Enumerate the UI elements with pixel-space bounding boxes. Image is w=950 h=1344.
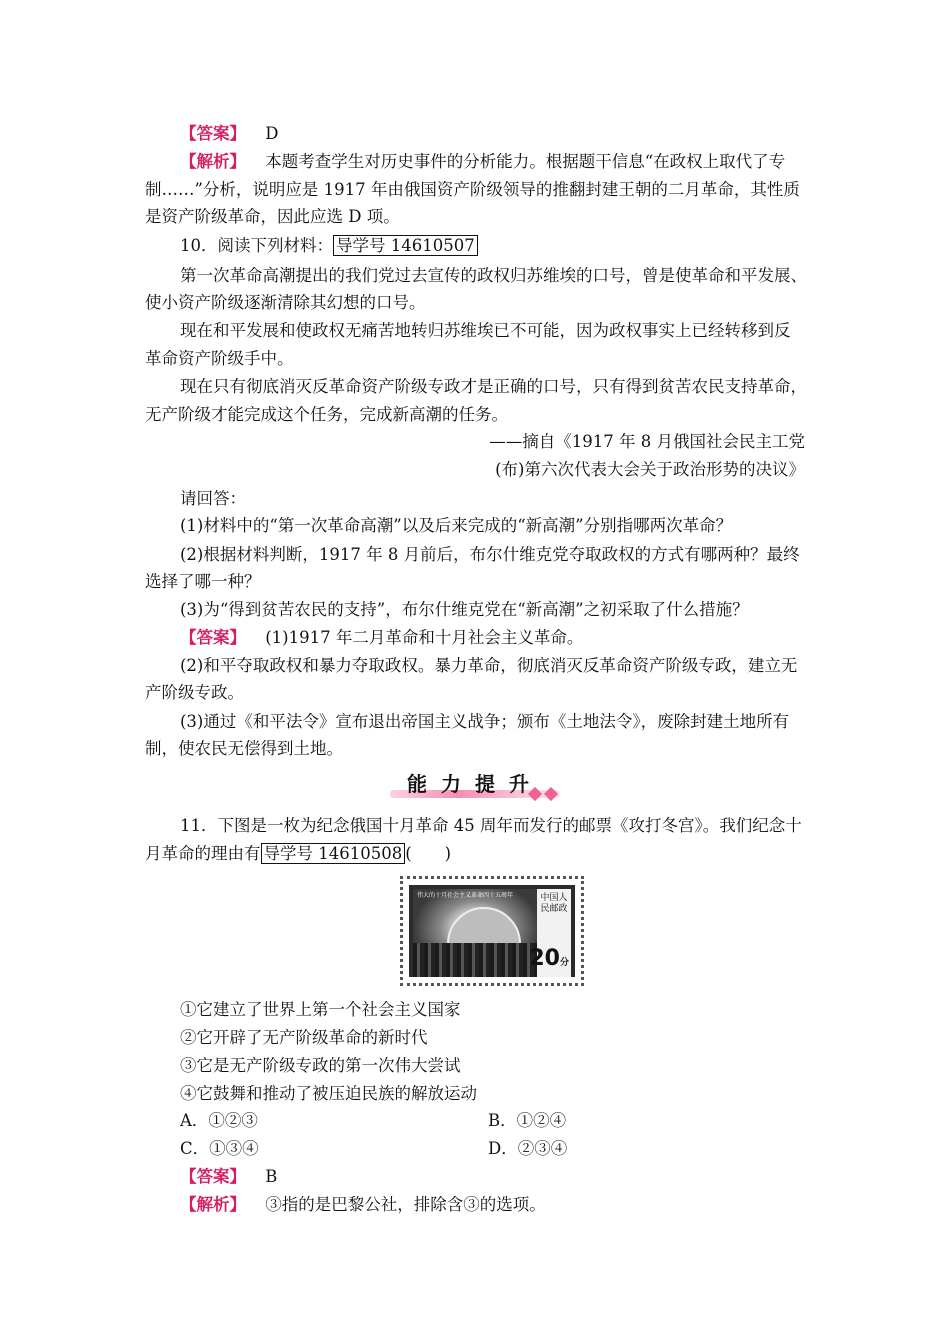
stem-prefix: 月革命的理由有: [145, 844, 261, 863]
crowd-illustration: [413, 943, 541, 977]
q10-answer-line-3: 产阶级专政。: [145, 683, 244, 702]
stamp-artwork: [413, 889, 541, 977]
q10-material-line-1: 第一次革命高潮提出的我们党过去宣传的政权归苏维埃的口号，曾是使革命和平发展、: [180, 266, 807, 285]
stamp-value-number: 20: [529, 946, 560, 971]
q10-material-line-3: 现在和平发展和使政权无痛苦地转归苏维埃已不可能，因为政权事实上已经转移到反: [180, 321, 791, 340]
analysis-tag: 【解析】: [180, 152, 246, 171]
q10-material-line-4: 革命资产阶级手中。: [145, 349, 294, 368]
q11-item-2: ②它开辟了无产阶级革命的新时代: [180, 1028, 428, 1047]
guide-code: 导学号 14610507: [333, 235, 478, 256]
answer-blank: ( ): [405, 844, 452, 863]
q10-answer-line-1: [180, 627, 583, 649]
option-d: D．②③④: [488, 1139, 568, 1158]
answer-tag: 【答案】: [180, 1167, 246, 1186]
q10-answer-line-4: (3)通过《和平法令》宣布退出帝国主义战争；颁布《土地法令》，废除封建土地所有: [180, 712, 790, 731]
q11-item-4: ④它鼓舞和推动了被压迫民族的解放运动: [180, 1084, 477, 1103]
q10-prompt: 请回答：: [180, 489, 246, 508]
stamp-banner-text: 伟大的十月社会主义革命四十五周年: [417, 892, 514, 899]
option-c: C．①③④: [180, 1139, 259, 1158]
answer-tag: 【答案】: [180, 124, 246, 143]
q10-question-2-cont: 选择了哪一种？: [145, 572, 261, 591]
q10-source-line-2: (布)第六次代表大会关于政治形势的决议》: [495, 460, 805, 479]
option-a: A．①②③: [180, 1111, 258, 1130]
q11-analysis-line: [180, 1194, 546, 1216]
q11-answer-line: [180, 1166, 277, 1188]
stamp-country-text: 中国人民邮政: [540, 893, 568, 914]
stamp-frame: [409, 885, 575, 977]
q10-answer-line-5: 制，使农民无偿得到土地。: [145, 739, 343, 758]
analysis-text: 本题考查学生对历史事件的分析能力。根据题干信息“在政权上取代了专: [265, 152, 786, 171]
q10-question-3: (3)为“得到贫苦农民的支持”，布尔什维克党在“新高潮”之初采取了什么措施？: [180, 600, 749, 619]
analysis-text: ③指的是巴黎公社，排除含③的选项。: [265, 1195, 546, 1214]
answer-text: (1)1917 年二月革命和十月社会主义革命。: [265, 628, 584, 647]
q10-question-1: (1)材料中的“第一次革命高潮”以及后来完成的“新高潮”分别指哪两次革命？: [180, 516, 733, 535]
q9-analysis-line-3: 是资产阶级革命，因此应选 D 项。: [145, 207, 400, 226]
section-banner: [380, 768, 570, 804]
q10-material-line-2: 使小资产阶级逐渐清除其幻想的口号。: [145, 293, 426, 312]
q10-answer-line-2: (2)和平夺取政权和暴力夺取政权。暴力革命，彻底消灭反革命资产阶级专政，建立无: [180, 656, 798, 675]
q10-stem: [180, 235, 478, 257]
stamp-value-unit: 分: [559, 958, 569, 968]
answer-value: D: [265, 124, 279, 143]
q10-material-line-5: 现在只有彻底消灭反革命资产阶级专政才是正确的口号，只有得到贫苦农民支持革命，: [180, 377, 807, 396]
q9-answer-line: [180, 123, 278, 145]
section-title: 能力提升: [407, 772, 543, 796]
q10-material-line-6: 无产阶级才能完成这个任务，完成新高潮的任务。: [145, 405, 508, 424]
answer-tag: 【答案】: [180, 628, 246, 647]
q11-item-3: ③它是无产阶级专政的第一次伟大尝试: [180, 1056, 461, 1075]
option-b: B．①②④: [488, 1111, 567, 1130]
guide-code: 导学号 14610508: [261, 843, 406, 864]
q10-question-2: (2)根据材料判断，1917 年 8 月前后，布尔什维克党夺取政权的方式有哪两种？最终: [180, 545, 800, 564]
answer-value: B: [265, 1167, 278, 1186]
stamp-image: [400, 876, 584, 986]
q10-source-line-1: ——摘自《1917 年 8 月俄国社会民主工党: [489, 432, 805, 451]
question-stem: 10．阅读下列材料：: [180, 236, 333, 255]
stamp-value: [529, 946, 569, 971]
analysis-tag: 【解析】: [180, 1195, 246, 1214]
q11-item-1: ①它建立了世界上第一个社会主义国家: [180, 1000, 461, 1019]
q9-analysis-line-1: [180, 151, 785, 173]
q9-analysis-line-2: 制……”分析，说明应是 1917 年由俄国资产阶级领导的推翻封建王朝的二月革命，其性质: [145, 180, 800, 199]
q11-stem-line-2: [145, 843, 451, 865]
q11-stem-line-1: 11．下图是一枚为纪念俄国十月革命 45 周年而发行的邮票《攻打冬宫》。我们纪念十: [180, 816, 802, 835]
